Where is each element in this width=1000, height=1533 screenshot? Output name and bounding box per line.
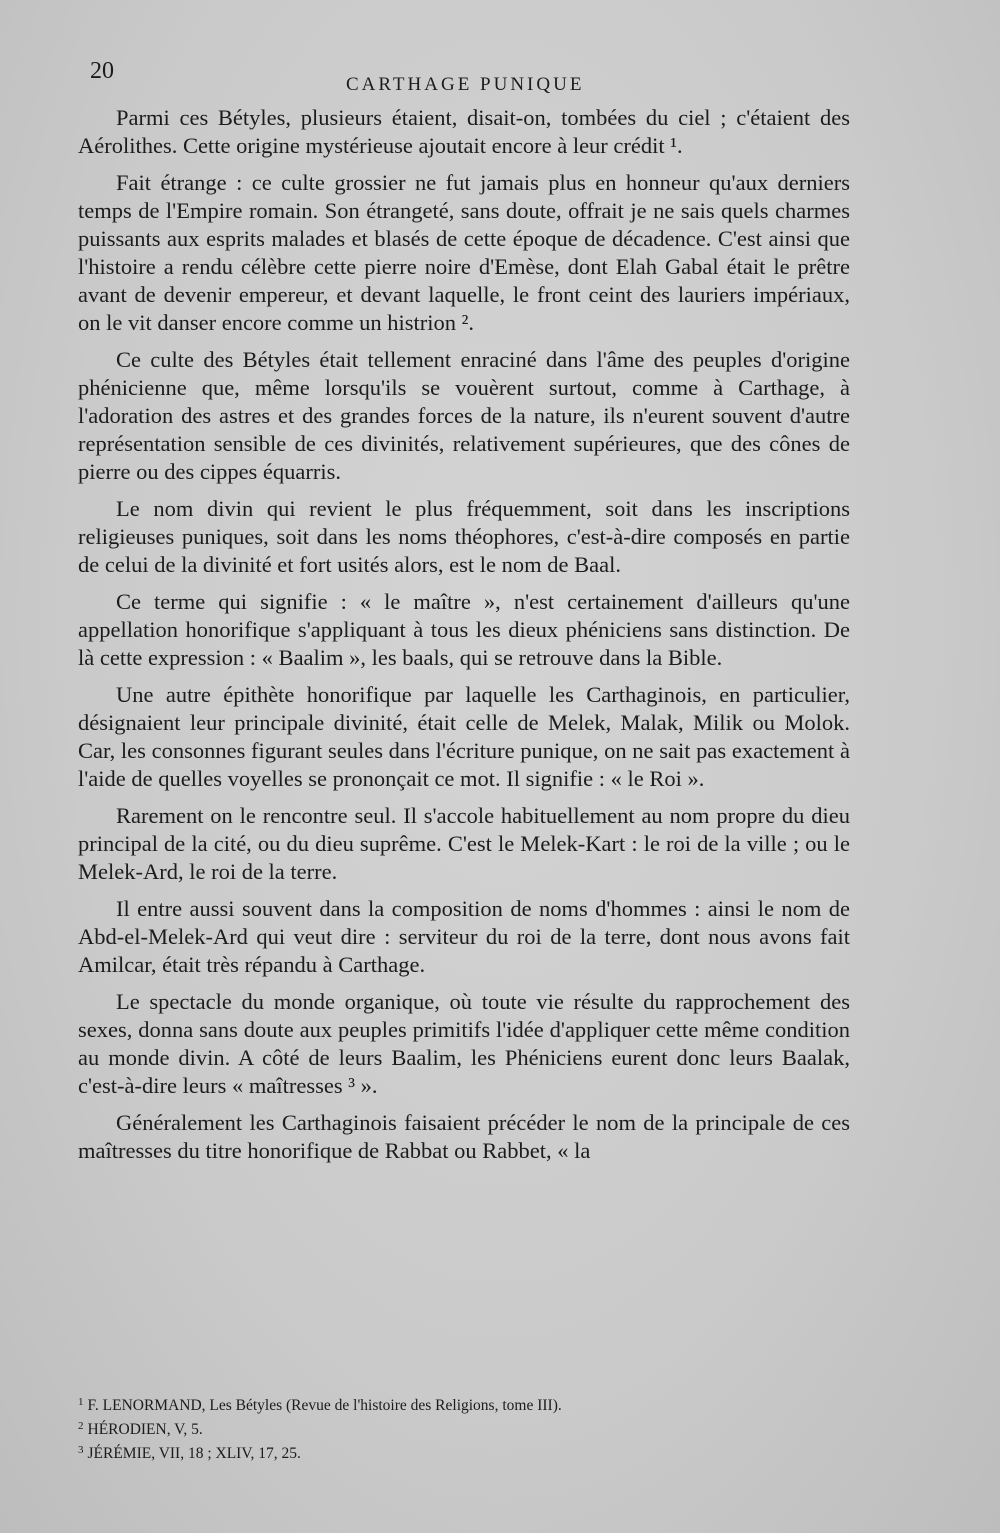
paragraph: Fait étrange : ce culte grossier ne fut jamais plus en honneur qu'aux derniers temps de l'Empire romain. Son étrangeté, sans doute, offrait je ne sais quels charmes puissants aux esprits malades et blasés de cette époque de décadence. C'est ainsi que l'histoire a rendu célèbre cette pierre noire d'Emèse, dont Elah Gabal était le prêtre avant de devenir empereur, et devant laquelle, le front ceint des lauriers impériaux, on le vit danser encore comme un histrion ².: [78, 170, 850, 335]
footnote-text: HÉRODIEN, V, 5.: [87, 1421, 203, 1438]
paragraph: Généralement les Carthaginois faisaient précéder le nom de la principale de ces maîtresses du titre honorifique de Rabbat ou Rabbet, « la: [78, 1110, 850, 1163]
page-number: 20: [90, 58, 114, 84]
paragraph: Le spectacle du monde organique, où toute vie résulte du rapprochement des sexes, donna sans doute aux peuples primitifs l'idée d'appliquer cette même condition au monde divin. A côté de leurs Baalim, les Phéniciens eurent donc leurs Baalak, c'est-à-dire leurs « maîtresses ³ ».: [78, 989, 850, 1098]
footnote-number: 1: [78, 1396, 84, 1408]
footnote-text: F. LENORMAND, Les Bétyles (Revue de l'histoire des Religions, tome III).: [87, 1397, 562, 1414]
footnote: [78, 1440, 858, 1464]
footnote-number: 3: [78, 1444, 84, 1456]
footnotes: [78, 1392, 858, 1464]
paragraph: Il entre aussi souvent dans la composition de noms d'hommes : ainsi le nom de Abd-el-Melek-Ard qui veut dire : serviteur du roi de la terre, dont nous avons fait Amilcar, était très répandu à Carthage.: [78, 896, 850, 977]
paragraph: Une autre épithète honorifique par laquelle les Carthaginois, en particulier, désignaient leur principale divinité, était celle de Melek, Malak, Milik ou Molok. Car, les consonnes figurant seules dans l'écriture punique, on ne sait pas exactement à l'aide de quelles voyelles se prononçait ce mot. Il signifie : « le Roi ».: [78, 682, 850, 791]
body-text: [78, 104, 850, 1165]
footnote: [78, 1392, 858, 1416]
paragraph: Parmi ces Bétyles, plusieurs étaient, disait-on, tombées du ciel ; c'étaient des Aérolithes. Cette origine mystérieuse ajoutait encore à leur crédit ¹.: [78, 105, 850, 158]
running-title: CARTHAGE PUNIQUE: [346, 74, 585, 95]
footnote-number: 2: [78, 1420, 84, 1432]
paragraph: Rarement on le rencontre seul. Il s'accole habituellement au nom propre du dieu principal de la cité, ou du dieu suprême. C'est le Melek-Kart : le roi de la ville ; ou le Melek-Ard, le roi de la terre.: [78, 803, 850, 884]
page-header: [78, 58, 850, 102]
paragraph: Le nom divin qui revient le plus fréquemment, soit dans les inscriptions religieuses puniques, soit dans les noms théophores, c'est-à-dire composés en partie de celui de la divinité et fort usités alors, est le nom de Baal.: [78, 496, 850, 577]
paragraph: Ce terme qui signifie : « le maître », n'est certainement d'ailleurs qu'une appellation honorifique s'appliquant à tous les dieux phéniciens sans distinction. De là cette expression : « Baalim », les baals, qui se retrouve dans la Bible.: [78, 589, 850, 670]
paragraph: Ce culte des Bétyles était tellement enraciné dans l'âme des peuples d'origine phénicienne que, même lorsqu'ils se vouèrent surtout, comme à Carthage, à l'adoration des astres et des grandes forces de la nature, ils n'eurent souvent d'autre représentation sensible de ces divinités, relativement supérieures, que des cônes de pierre ou des cippes équarris.: [78, 347, 850, 484]
footnote-text: JÉRÉMIE, VII, 18 ; XLIV, 17, 25.: [87, 1445, 301, 1462]
footnote: [78, 1416, 858, 1440]
